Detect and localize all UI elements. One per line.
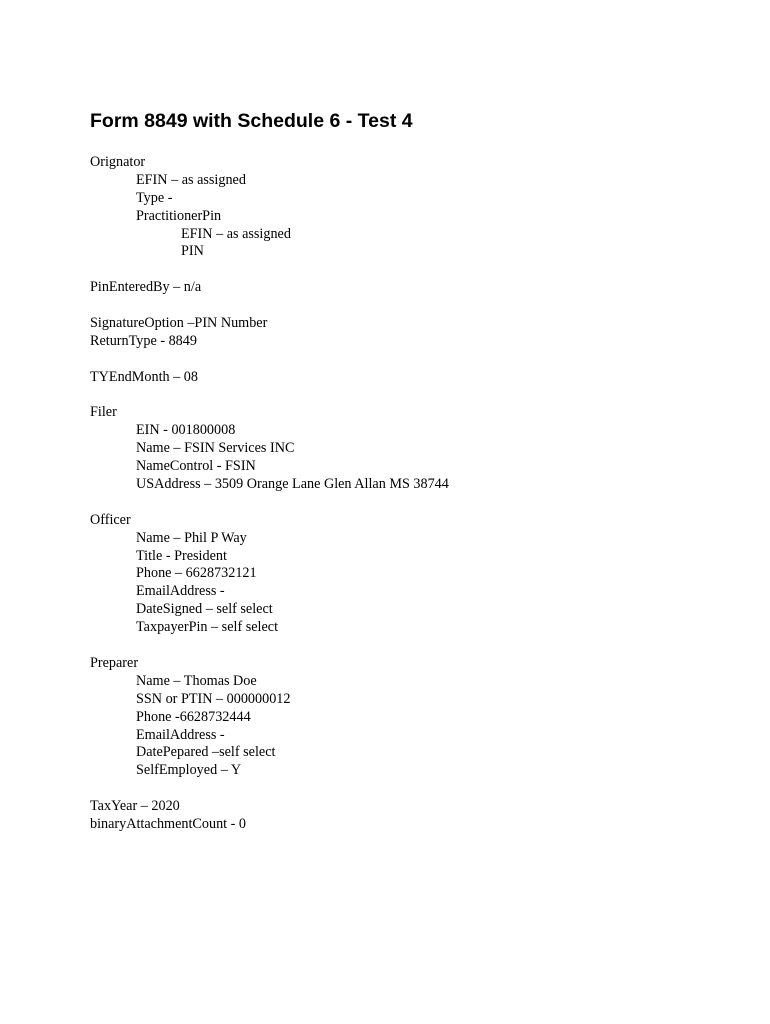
signature-option: SignatureOption –PIN Number [90,315,268,332]
preparer-name: Name – Thomas Doe [136,672,257,689]
filer-name-control: NameControl - FSIN [136,458,256,475]
filer-us-address: USAddress – 3509 Orange Lane Glen Allan MS 38744 [136,476,449,493]
officer-section [90,512,449,637]
practitioner-pin-heading: PractitionerPin [136,207,222,224]
filer-section [90,404,449,493]
filer-name: Name – FSIN Services INC [136,440,295,457]
preparer-date-prepared: DatePepared –self select [136,744,276,761]
filer-heading: Filer [90,404,117,421]
document-title: Form 8849 with Schedule 6 - Test 4 [90,110,413,132]
binary-attachment-count: binaryAttachmentCount - 0 [90,815,247,832]
originator-section [90,154,449,261]
officer-heading: Officer [90,511,131,528]
originator-heading: Orignator [90,154,146,170]
officer-email: EmailAddress - [136,583,225,600]
preparer-ssn-ptin: SSN or PTIN – 000000012 [136,690,291,707]
preparer-email: EmailAddress - [136,726,225,743]
practitioner-efin: EFIN – as assigned [181,225,291,242]
practitioner-pin: PIN [181,243,204,260]
tax-year: TaxYear – 2020 [90,798,180,815]
document-body [90,154,449,834]
preparer-self-employed: SelfEmployed – Y [136,762,242,779]
preparer-heading: Preparer [90,654,139,671]
originator-efin: EFIN – as assigned [136,171,246,188]
preparer-section [90,655,449,780]
officer-date-signed: DateSigned – self select [136,601,273,618]
filer-ein: EIN - 001800008 [136,422,236,439]
originator-type: Type - [136,189,173,206]
officer-name: Name – Phil P Way [136,529,247,546]
officer-taxpayer-pin: TaxpayerPin – self select [136,619,279,636]
ty-end-month: TYEndMonth – 08 [90,368,198,385]
return-type: ReturnType - 8849 [90,332,197,349]
officer-phone: Phone – 6628732121 [136,565,257,582]
preparer-phone: Phone -6628732444 [136,708,251,725]
officer-title: Title - President [136,547,227,564]
pin-entered-by: PinEnteredBy – n/a [90,279,202,296]
